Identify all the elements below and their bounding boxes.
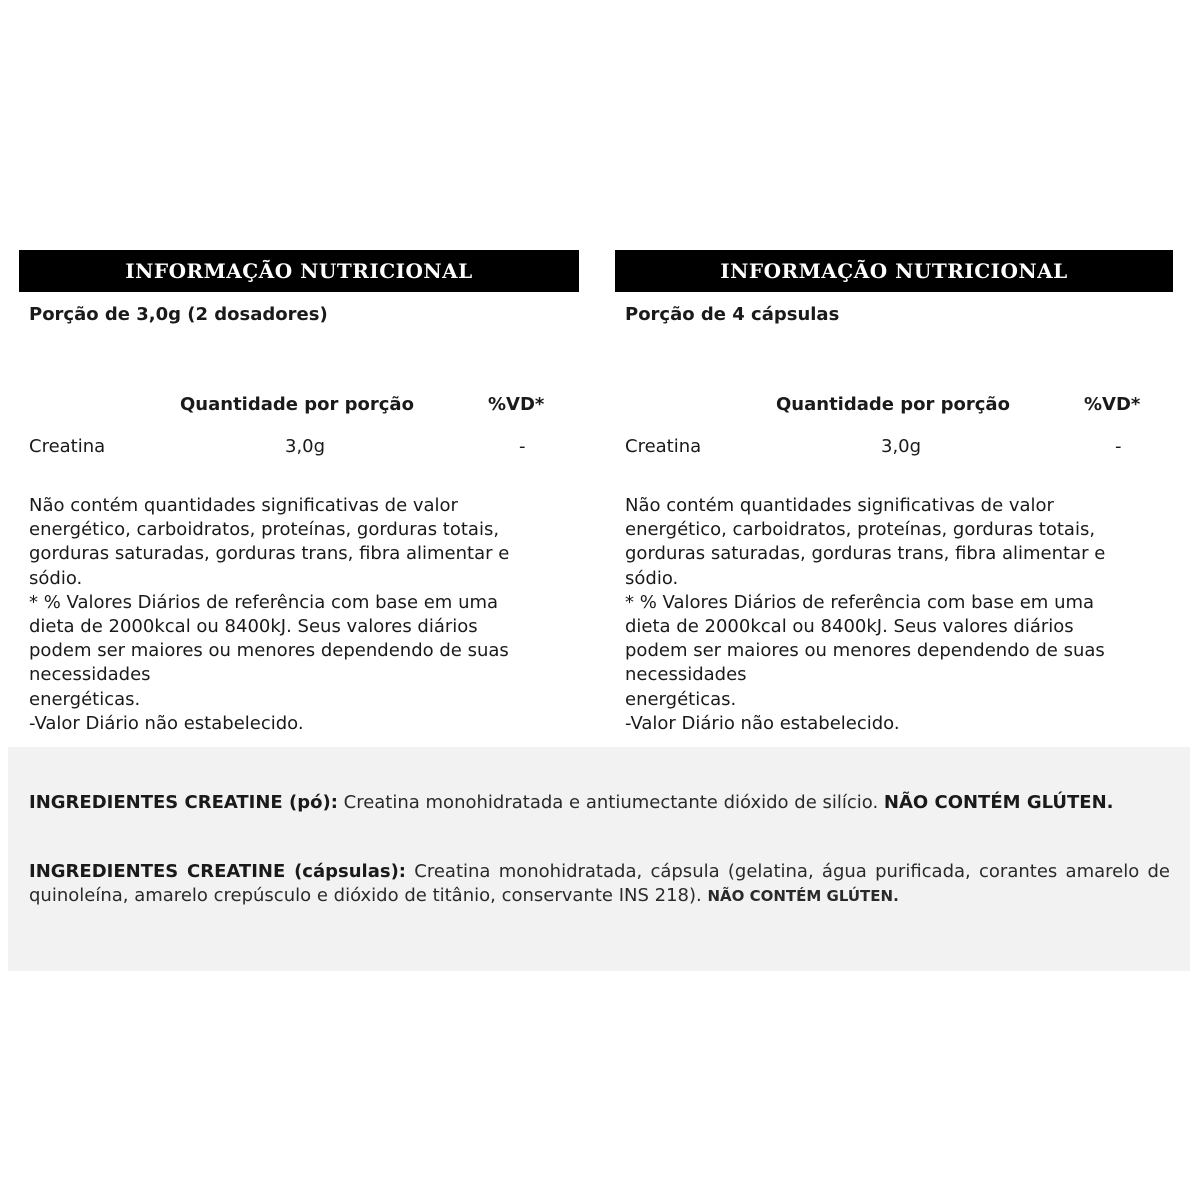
ingredients-box: [8, 747, 1190, 971]
column-header-quantity: Quantidade por porção: [180, 394, 414, 415]
nutrition-notes: [29, 494, 574, 736]
notes-line: podem ser maiores ou menores dependendo de suas: [29, 640, 509, 662]
notes-line: necessidades: [625, 664, 747, 686]
notes-line: Não contém quantidades significativas de valor: [625, 495, 1054, 516]
ingredients-capsules-label: INGREDIENTES CREATINE (cápsulas):: [29, 861, 406, 882]
notes-line: dieta de 2000kcal ou 8400kJ. Seus valores diários: [29, 616, 478, 638]
nutrition-panel-powder: [19, 250, 579, 740]
column-header-quantity: Quantidade por porção: [776, 394, 1010, 415]
nutrient-quantity: 3,0g: [881, 436, 922, 457]
ingredients-powder: [29, 791, 1170, 815]
ingredients-powder-text: Creatina monohidratada e antiumectante dióxido de silício.: [337, 792, 884, 813]
gluten-notice: NÃO CONTÉM GLÚTEN.: [883, 792, 1114, 813]
nutrient-quantity: 3,0g: [285, 436, 326, 457]
nutrient-vd: -: [519, 436, 526, 457]
column-header-vd: %VD*: [488, 394, 545, 415]
gluten-notice: NÃO CONTÉM GLÚTEN.: [707, 887, 899, 905]
ingredients-powder-label: INGREDIENTES CREATINE (pó):: [29, 792, 338, 813]
notes-line: dieta de 2000kcal ou 8400kJ. Seus valores diários: [625, 616, 1074, 638]
nutrition-notes: [625, 494, 1170, 736]
notes-line: podem ser maiores ou menores dependendo de suas: [625, 640, 1105, 662]
serving-size: Porção de 4 cápsulas: [625, 304, 840, 325]
column-header-vd: %VD*: [1084, 394, 1141, 415]
notes-line: * % Valores Diários de referência com base em uma: [625, 591, 1095, 613]
panel-header: INFORMAÇÃO NUTRICIONAL: [19, 250, 579, 292]
nutrient-vd: -: [1115, 436, 1122, 457]
notes-line: Não contém quantidades significativas de valor: [29, 495, 458, 516]
notes-line: -Valor Diário não estabelecido.: [29, 712, 304, 734]
notes-line: energéticas.: [29, 688, 141, 710]
ingredients-capsules: [29, 860, 1170, 908]
notes-line: sódio.: [29, 567, 83, 589]
notes-line: energético, carboidratos, proteínas, gorduras totais,: [625, 519, 1096, 541]
notes-line: necessidades: [29, 664, 151, 686]
panel-header: INFORMAÇÃO NUTRICIONAL: [615, 250, 1173, 292]
notes-line: sódio.: [625, 567, 679, 589]
notes-line: * % Valores Diários de referência com base em uma: [29, 591, 499, 613]
nutrition-panel-capsules: [615, 250, 1173, 740]
notes-line: gorduras saturadas, gorduras trans, fibra alimentar e: [29, 543, 510, 565]
notes-line: energéticas.: [625, 688, 737, 710]
nutrient-name: Creatina: [29, 436, 106, 457]
notes-line: gorduras saturadas, gorduras trans, fibra alimentar e: [625, 543, 1106, 565]
notes-line: energético, carboidratos, proteínas, gorduras totais,: [29, 519, 500, 541]
notes-line: -Valor Diário não estabelecido.: [625, 712, 900, 734]
ingredients-capsules-text: Creatina monohidratada, cápsula (gelatina, água purificada, corantes amarelo de quinoleína, amarelo crepúsculo e dióxido de titânio, conservante INS 218).: [29, 861, 1170, 906]
serving-size: Porção de 3,0g (2 dosadores): [29, 304, 328, 325]
nutrient-name: Creatina: [625, 436, 702, 457]
